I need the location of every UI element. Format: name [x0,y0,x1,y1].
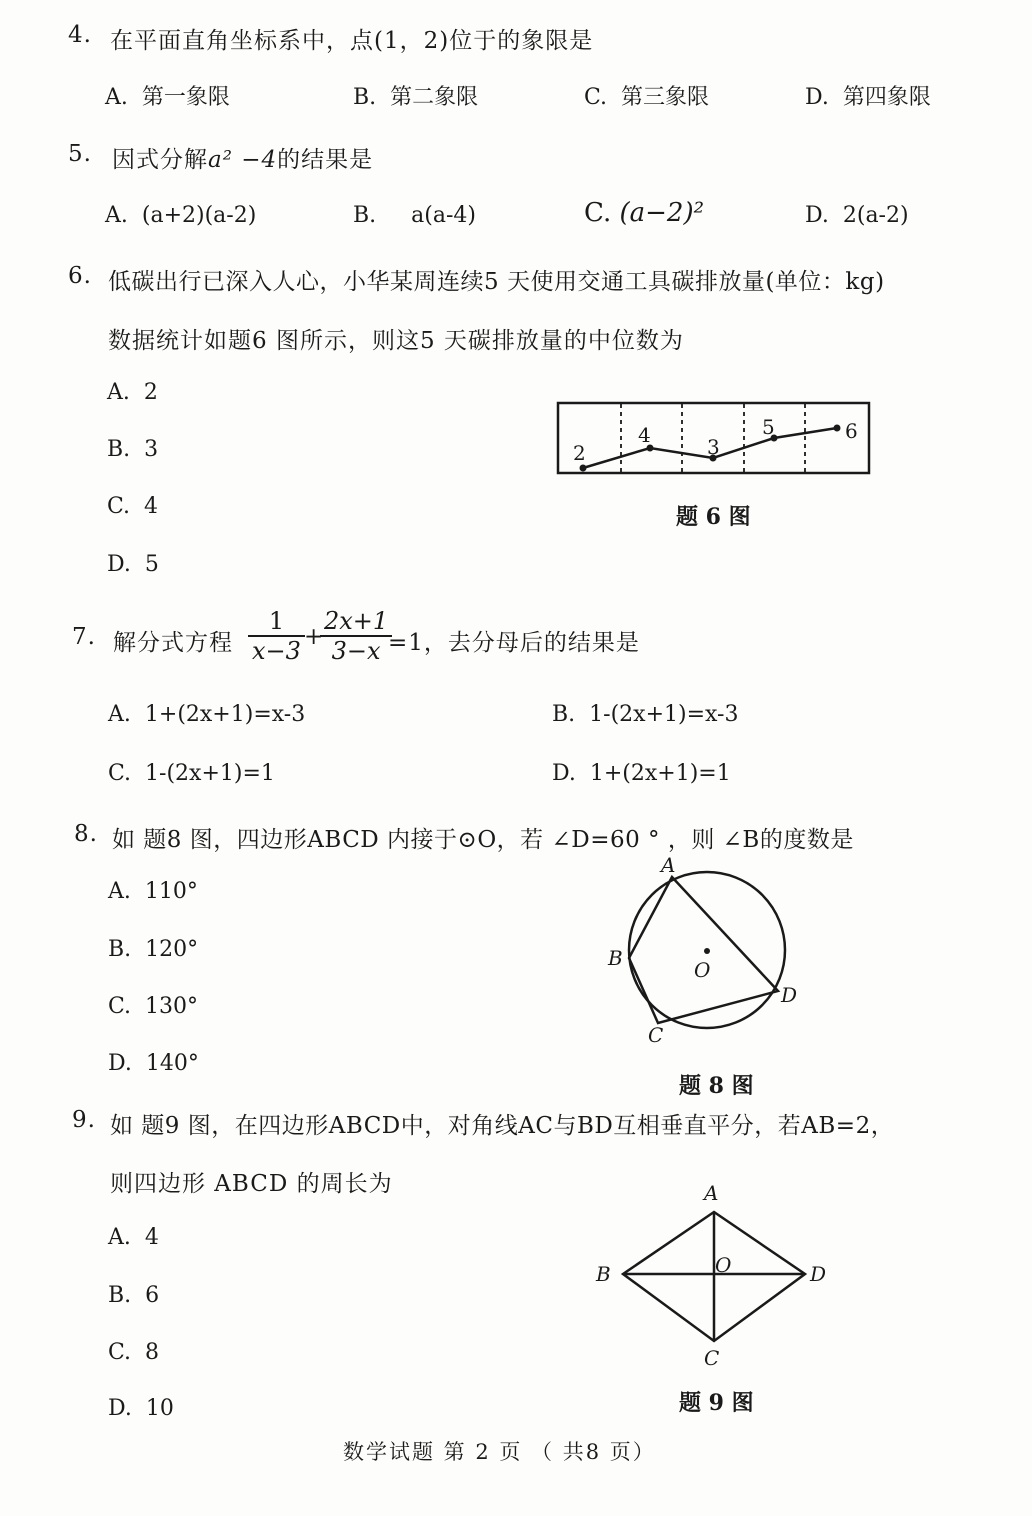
q6-option-d-text: 5 [144,552,159,577]
q4-option-a-text: 第一象限 [141,85,230,110]
q5-stem-post: 的结果是 [277,147,374,173]
q8-option-a-key: A. [108,879,131,904]
q7-frac2-numerator: 2x+1 [320,607,392,637]
q5-option-c [584,198,704,228]
q4-option-d-text: 第四象限 [842,85,931,110]
q6-number: 6. [68,263,92,289]
q8-number: 8. [74,821,98,847]
q8-option-d-text: 140° [145,1051,199,1076]
q9-line1: 如 题9 图，在四边形ABCD中，对角线AC与BD互相垂直平分，若AB=2， [110,1113,895,1139]
q6-data-label: 6 [845,419,858,443]
q7-stem-pre: 解分式方程 [113,630,233,656]
q4-option-d-key: D. [805,85,829,110]
q5-option-c-text: (a−2)² [619,198,705,228]
q8-option-d [108,1051,199,1076]
q8-option-b [108,937,198,962]
q4-option-c-key: C. [584,85,608,110]
q6-option-b-text: 3 [144,437,159,462]
q5-option-a [105,203,256,228]
q7-frac1-numerator: 1 [248,607,305,637]
q6-data-label: 5 [762,415,775,439]
q4-option-c [584,80,709,111]
q9-label-a: A [704,1181,719,1205]
q8-figure-caption: 题 8 图 [679,1073,754,1099]
q7-option-c [108,761,275,786]
q4-option-a [105,80,230,111]
q5-option-d [805,203,909,228]
q6-option-c-key: C. [107,494,131,519]
q5-option-a-text: (a+2)(a-2) [141,203,257,228]
q7-option-d-key: D. [552,761,576,786]
q4-option-b [353,80,478,111]
q6-option-a-key: A. [107,380,130,405]
q8-label-c: C [648,1023,664,1047]
q9-option-a [108,1225,159,1250]
q7-plus: + [304,624,325,650]
q7-fraction-1 [248,607,305,665]
q8-option-b-key: B. [108,937,132,962]
q9-option-a-text: 4 [144,1225,159,1250]
q9-label-c: C [704,1346,720,1370]
q5-stem [112,141,373,174]
q6-data-label: 3 [707,435,720,459]
q7-fraction-2 [320,607,392,665]
q6-option-c-text: 4 [144,494,159,519]
q6-option-c [107,494,158,519]
q5-option-c-key: C. [584,198,612,228]
q9-label-d: D [810,1262,827,1286]
q6-data-label: 2 [573,441,586,465]
q8-option-c-key: C. [108,994,132,1019]
q5-option-a-key: A. [105,203,128,228]
q9-option-a-key: A. [108,1225,131,1250]
q9-option-d [108,1396,174,1421]
q7-option-d-text: 1+(2x+1)=1 [589,761,731,786]
q8-center-dot [704,948,710,954]
q8-stem: 如 题8 图，四边形ABCD 内接于⊙O，若 ∠D=60 ° ，则 ∠B的度数是 [112,827,854,853]
q9-option-c-text: 8 [145,1340,160,1365]
q7-frac2-denominator: 3−x [331,637,381,665]
q6-option-d-key: D. [107,552,131,577]
q9-label-b: B [596,1262,611,1286]
q7-option-c-text: 1-(2x+1)=1 [145,761,275,786]
q8-option-c [108,994,198,1019]
q7-option-d [552,761,731,786]
q4-option-c-text: 第三象限 [621,85,710,110]
q7-frac1-denominator: x−3 [252,637,301,665]
q8-option-d-key: D. [108,1051,132,1076]
q6-option-d [107,552,159,577]
q5-option-b-key: B. [353,203,377,228]
q9-option-c-key: C. [108,1340,132,1365]
q9-option-b [108,1283,159,1308]
q6-line2: 数据统计如题6 图所示，则这5 天碳排放量的中位数为 [108,328,684,354]
q8-circle-figure [600,850,820,1050]
q6-figure-caption: 题 6 图 [676,504,751,530]
q6-line1: 低碳出行已深入人心，小华某周连续5 天使用交通工具碳排放量(单位：kg) [108,269,885,295]
q5-number: 5. [68,141,92,167]
q7-stem-post: =1，去分母后的结果是 [388,630,640,656]
q9-option-b-key: B. [108,1283,132,1308]
q8-label-o: O [694,958,711,982]
q9-option-d-key: D. [108,1396,132,1421]
q9-number: 9. [72,1107,96,1133]
q6-option-b-key: B. [107,437,131,462]
q5-option-d-key: D. [805,203,829,228]
q5-option-b-text: a(a-4) [411,203,476,228]
q9-option-b-text: 6 [145,1283,160,1308]
page-footer: 数学试题 第 2 页 （ 共8 页） [343,1440,656,1464]
q6-data-point [580,465,587,472]
q6-data-point [834,425,841,432]
q6-option-a-text: 2 [143,380,158,405]
q5-stem-expr: a² −4 [208,147,278,173]
q5-option-d-text: 2(a-2) [842,203,909,228]
q6-option-b [107,437,158,462]
q8-option-a-text: 110° [144,879,198,904]
q9-rhombus-figure [590,1180,840,1370]
q8-label-b: B [608,946,623,970]
q4-option-b-text: 第二象限 [390,85,479,110]
q4-option-d [805,80,931,111]
q5-option-b [353,203,476,228]
q7-option-a [108,702,305,727]
q6-option-a [107,380,158,405]
q4-option-a-key: A. [105,85,128,110]
q7-option-c-key: C. [108,761,132,786]
q8-label-d: D [781,983,798,1007]
q6-data-label: 4 [638,423,651,447]
q7-option-b [552,702,739,727]
q8-quadrilateral [629,877,778,1023]
q7-option-a-key: A. [108,702,131,727]
q9-line2: 则四边形 ABCD 的周长为 [110,1171,393,1197]
q9-option-c [108,1340,159,1365]
q7-option-b-text: 1-(2x+1)=x-3 [589,702,739,727]
q6-line-chart [555,400,875,480]
q7-option-b-key: B. [552,702,576,727]
q7-option-a-text: 1+(2x+1)=x-3 [144,702,306,727]
q4-option-b-key: B. [353,85,377,110]
q8-option-c-text: 130° [145,994,199,1019]
q4-stem: 在平面直角坐标系中，点(1，2)位于的象限是 [110,28,594,54]
q9-option-d-text: 10 [145,1396,174,1421]
q8-option-a [108,879,198,904]
q9-label-o: O [715,1253,732,1277]
q5-stem-pre: 因式分解 [112,147,208,173]
q9-figure-caption: 题 9 图 [679,1390,754,1416]
q7-number: 7. [72,624,96,650]
q4-number: 4. [68,22,92,48]
q8-option-b-text: 120° [145,937,199,962]
q8-label-a: A [661,853,676,877]
